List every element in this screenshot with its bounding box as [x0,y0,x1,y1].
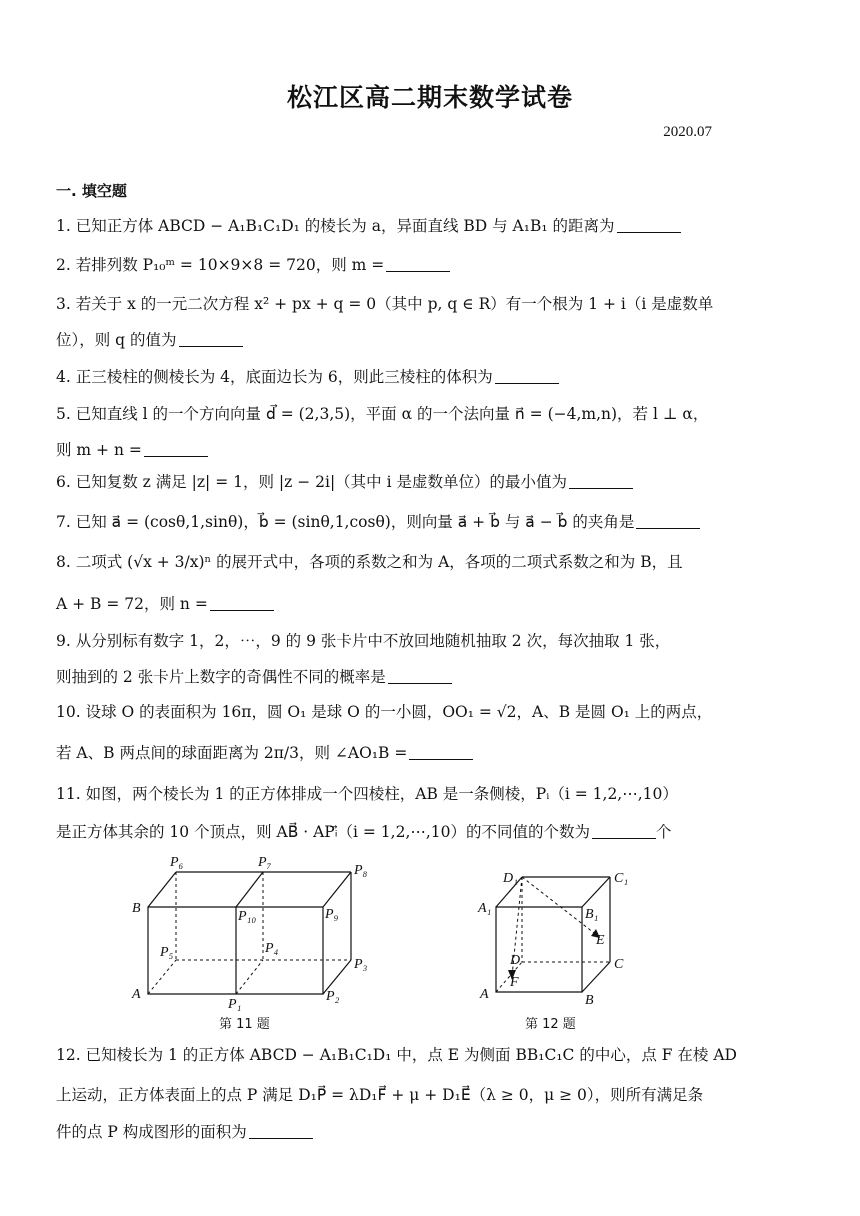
label-p2: P₂ [326,989,340,1004]
label-a1: A₁ [478,901,492,916]
answer-blank[interactable] [179,332,243,347]
answer-blank[interactable] [210,596,274,611]
label-a: A [480,987,489,1002]
question-9-line-1: 9. 从分别标有数字 1，2，⋯，9 的 9 张卡片中不放回地随机抽取 2 次，每次抽取 1 张， [56,632,671,650]
question-4-line-1: 4. 正三棱柱的侧棱长为 4，底面边长为 6，则此三棱柱的体积为 [56,367,726,387]
label-b: B [585,993,594,1008]
label-b: B [132,901,141,916]
question-12-line-1: 12. 已知棱长为 1 的正方体 ABCD − A₁B₁C₁D₁ 中，点 E 为侧面 BB₁C₁C 的中心，点 F 在棱 AD [56,1046,737,1064]
label-p8: P₈ [354,863,368,878]
question-8-line-1: 8. 二项式 (√x + 3/x)ⁿ 的展开式中，各项的系数之和为 A，各项的二项式系数之和为 B，且 [56,553,683,571]
figure-11-caption: 第 11 题 [219,1017,270,1032]
question-6-line-1: 6. 已知复数 z 满足 |z| = 1，则 |z − 2i|（其中 i 是虚数单位）的最小值为 [56,472,726,492]
label-f: F [510,975,519,990]
label-d1: D₁ [503,871,518,886]
answer-blank[interactable] [144,442,208,457]
question-10-line-2: 若 A、B 两点间的球面距离为 2π/3，则 ∠AO₁B = [56,743,726,763]
label-p6: P₆ [170,855,184,870]
figure-11-cuboid [120,852,380,1012]
answer-blank[interactable] [409,745,473,760]
question-1-line-1: 1. 已知正方体 ABCD − A₁B₁C₁D₁ 的棱长为 a，异面直线 BD 与 A₁B₁ 的距离为 [56,216,726,236]
question-8-line-2: A + B = 72，则 n = [56,594,726,614]
question-3-line-1: 3. 若关于 x 的一元二次方程 x² + px + q = 0（其中 p, q ∈ R）有一个根为 1 + i（i 是虚数单 [56,295,714,313]
question-9-line-2: 则抽到的 2 张卡片上数字的奇偶性不同的概率是 [56,667,726,687]
answer-blank[interactable] [569,474,633,489]
label-c1: C₁ [614,871,629,886]
label-p5: P₅ [160,945,174,960]
answer-blank[interactable] [249,1124,313,1139]
label-c: C [614,957,624,972]
question-2-line-1: 2. 若排列数 P₁₀ᵐ = 10×9×8 = 720，则 m = [56,255,726,275]
label-b1: B₁ [585,907,599,922]
section-title: 一. 填空题 [56,182,127,200]
label-p3: P₃ [354,957,368,972]
question-10-line-1: 10. 设球 O 的表面积为 16π，圆 O₁ 是球 O 的一小圆，OO₁ = √2，A、B 是圆 O₁ 上的两点， [56,703,713,721]
label-p4: P₄ [265,941,279,956]
answer-blank[interactable] [617,218,681,233]
answer-blank[interactable] [636,514,700,529]
exam-title: 松江区高二期末数学试卷 [286,83,573,112]
answer-blank[interactable] [386,257,450,272]
figure-12-cube [470,862,650,1012]
answer-blank[interactable] [388,669,452,684]
question-3-line-2: 位），则 q 的值为 [56,330,726,350]
exam-date: 2020.07 [663,124,712,140]
question-5-line-1: 5. 已知直线 l 的一个方向向量 d⃗ = (2,3,5)，平面 α 的一个法向量 n⃗ = (−4,m,n)，若 l ⊥ α， [56,405,709,423]
question-7-line-1: 7. 已知 a⃗ = (cosθ,1,sinθ)，b⃗ = (sinθ,1,cosθ)，则向量 a⃗ + b⃗ 与 a⃗ − b⃗ 的夹角是 [56,512,726,532]
question-12-line-3: 件的点 P 构成图形的面积为 [56,1122,726,1142]
question-11-line-2: 是正方体其余的 10 个顶点，则 AB⃗ · APᵢ⃗（i = 1,2,⋯,10）的不同值的个数为 个 [56,823,672,841]
question-11-line-1: 11. 如图，两个棱长为 1 的正方体排成一个四棱柱，AB 是一条侧棱，Pᵢ（i = 1,2,⋯,10） [56,785,678,803]
question-5-line-2: 则 m + n = [56,440,726,460]
label-a: A [132,987,141,1002]
label-d: D [510,953,521,968]
answer-blank[interactable] [495,369,559,384]
question-12-line-2: 上运动，正方体表面上的点 P 满足 D₁P⃗ = λD₁F⃗ + μ + D₁E⃗（λ ≥ 0，μ ≥ 0），则所有满足条 [56,1086,704,1104]
label-p7: P₇ [258,855,272,870]
label-p1: P₁ [228,997,242,1012]
label-p10: P₁₀ [238,909,257,924]
figure-12-caption: 第 12 题 [525,1017,576,1032]
label-p9: P₉ [325,907,339,922]
label-e: E [596,933,605,948]
answer-blank[interactable] [592,824,656,839]
